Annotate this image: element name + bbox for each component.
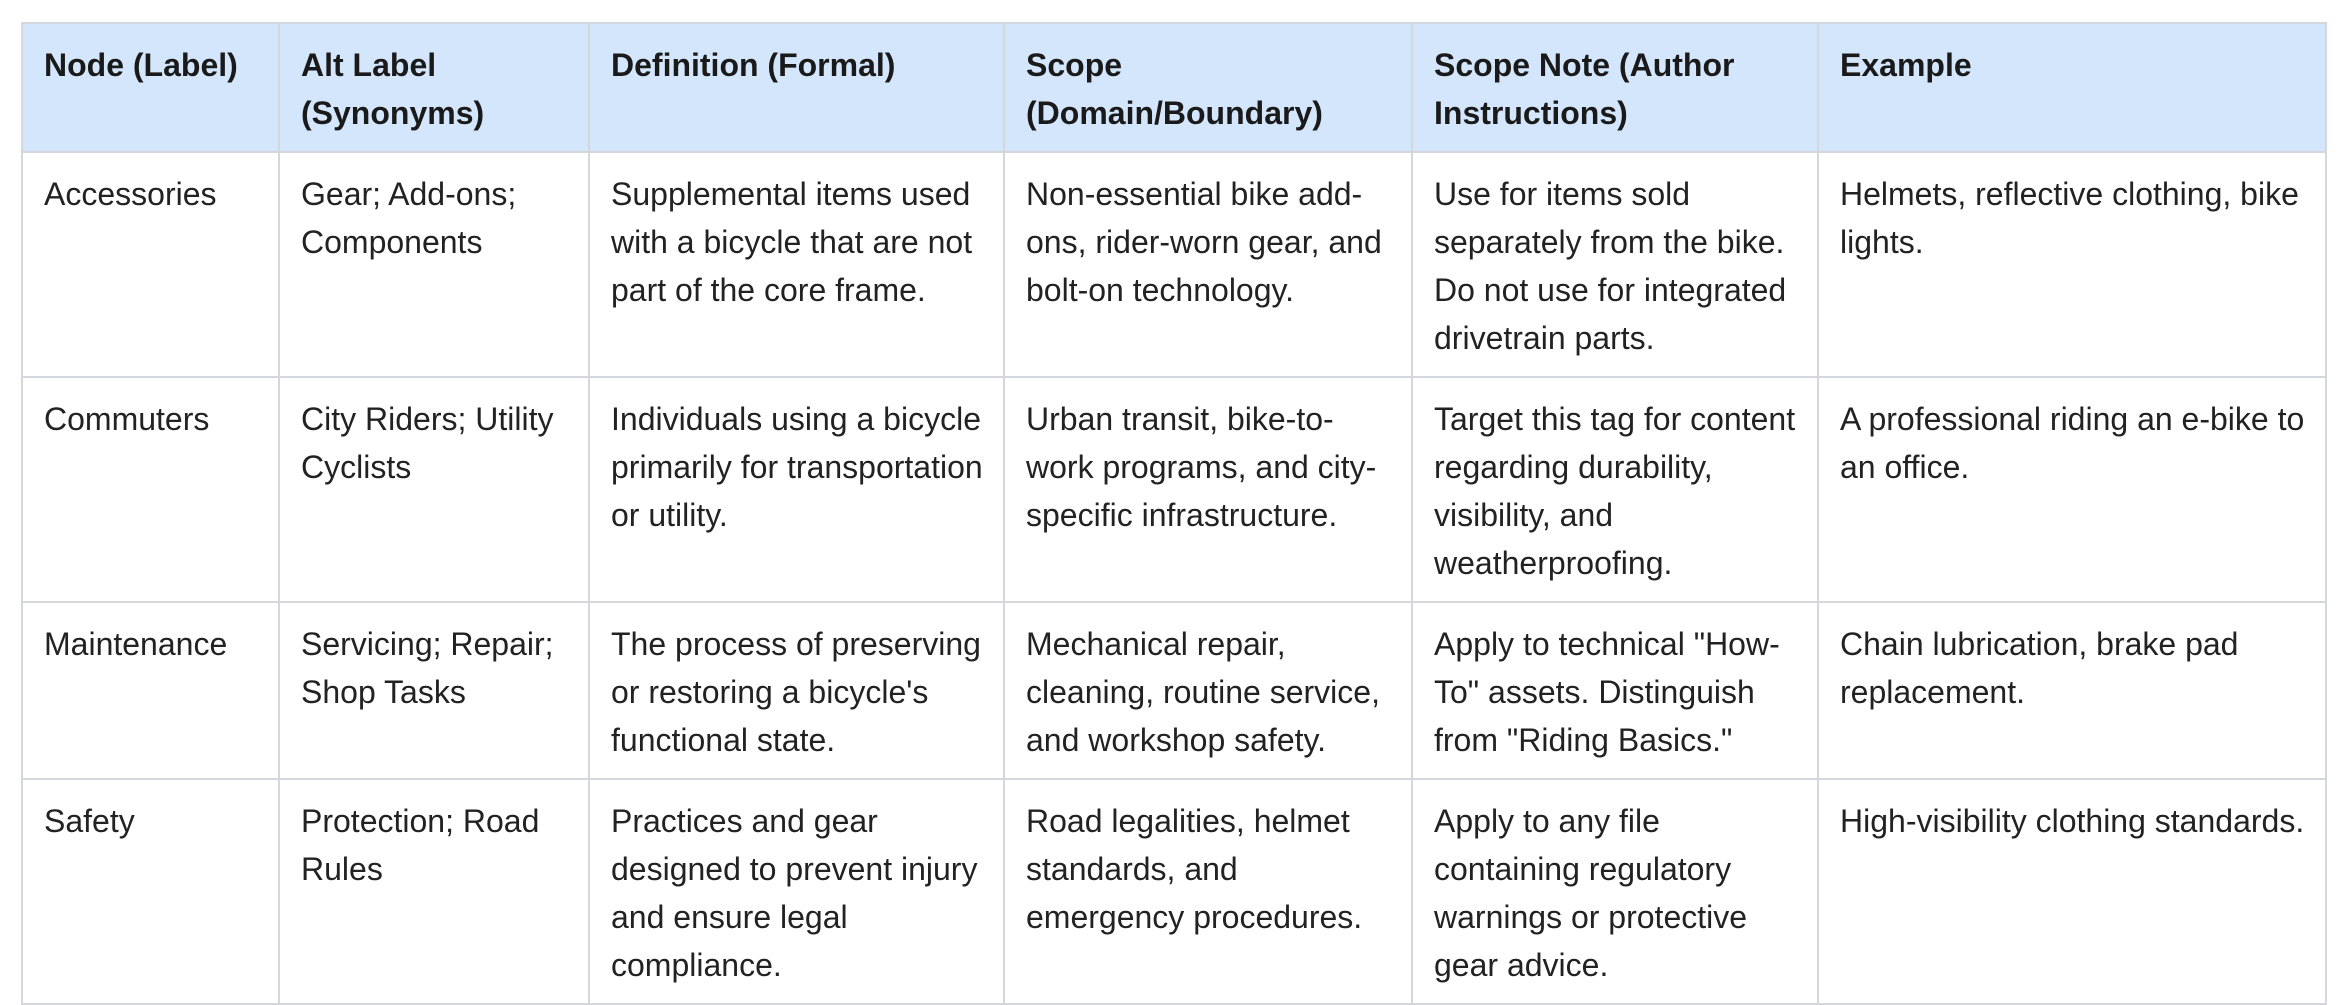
cell-example: Helmets, reflective clothing, bike lights. xyxy=(1818,152,2326,377)
header-scope-note: Scope Note (Author Instructions) xyxy=(1412,23,1818,152)
cell-example: High-visibility clothing standards. xyxy=(1818,779,2326,1004)
cell-node-label: Maintenance xyxy=(22,602,279,779)
cell-node-label: Safety xyxy=(22,779,279,1004)
cell-node-label: Commuters xyxy=(22,377,279,602)
cell-scope-note: Target this tag for content regarding durability, visibility, and weatherproofing. xyxy=(1412,377,1818,602)
cell-alt-label: City Riders; Utility Cyclists xyxy=(279,377,589,602)
header-row xyxy=(22,23,2326,152)
cell-alt-label: Gear; Add-ons; Components xyxy=(279,152,589,377)
header-definition: Definition (Formal) xyxy=(589,23,1004,152)
cell-example: A professional riding an e-bike to an office. xyxy=(1818,377,2326,602)
table-row xyxy=(22,602,2326,779)
cell-scope: Urban transit, bike-to-work programs, and city-specific infrastructure. xyxy=(1004,377,1412,602)
table-row xyxy=(22,377,2326,602)
cell-scope-note: Use for items sold separately from the bike. Do not use for integrated drivetrain parts. xyxy=(1412,152,1818,377)
cell-scope-note: Apply to any file containing regulatory warnings or protective gear advice. xyxy=(1412,779,1818,1004)
taxonomy-table xyxy=(21,22,2327,1005)
header-example: Example xyxy=(1818,23,2326,152)
cell-node-label: Accessories xyxy=(22,152,279,377)
table-row xyxy=(22,779,2326,1004)
cell-definition: Supplemental items used with a bicycle that are not part of the core frame. xyxy=(589,152,1004,377)
cell-scope: Non-essential bike add-ons, rider-worn gear, and bolt-on technology. xyxy=(1004,152,1412,377)
taxonomy-table-container xyxy=(21,22,2325,1005)
table-header xyxy=(22,23,2326,152)
cell-scope: Mechanical repair, cleaning, routine service, and workshop safety. xyxy=(1004,602,1412,779)
header-node-label: Node (Label) xyxy=(22,23,279,152)
table-body xyxy=(22,152,2326,1004)
table-row xyxy=(22,152,2326,377)
cell-definition: The process of preserving or restoring a bicycle's functional state. xyxy=(589,602,1004,779)
cell-scope-note: Apply to technical "How-To" assets. Distinguish from "Riding Basics." xyxy=(1412,602,1818,779)
cell-scope: Road legalities, helmet standards, and emergency procedures. xyxy=(1004,779,1412,1004)
cell-alt-label: Servicing; Repair; Shop Tasks xyxy=(279,602,589,779)
cell-alt-label: Protection; Road Rules xyxy=(279,779,589,1004)
header-scope: Scope (Domain/Boundary) xyxy=(1004,23,1412,152)
cell-definition: Practices and gear designed to prevent injury and ensure legal compliance. xyxy=(589,779,1004,1004)
cell-example: Chain lubrication, brake pad replacement. xyxy=(1818,602,2326,779)
cell-definition: Individuals using a bicycle primarily for transportation or utility. xyxy=(589,377,1004,602)
header-alt-label: Alt Label (Synonyms) xyxy=(279,23,589,152)
